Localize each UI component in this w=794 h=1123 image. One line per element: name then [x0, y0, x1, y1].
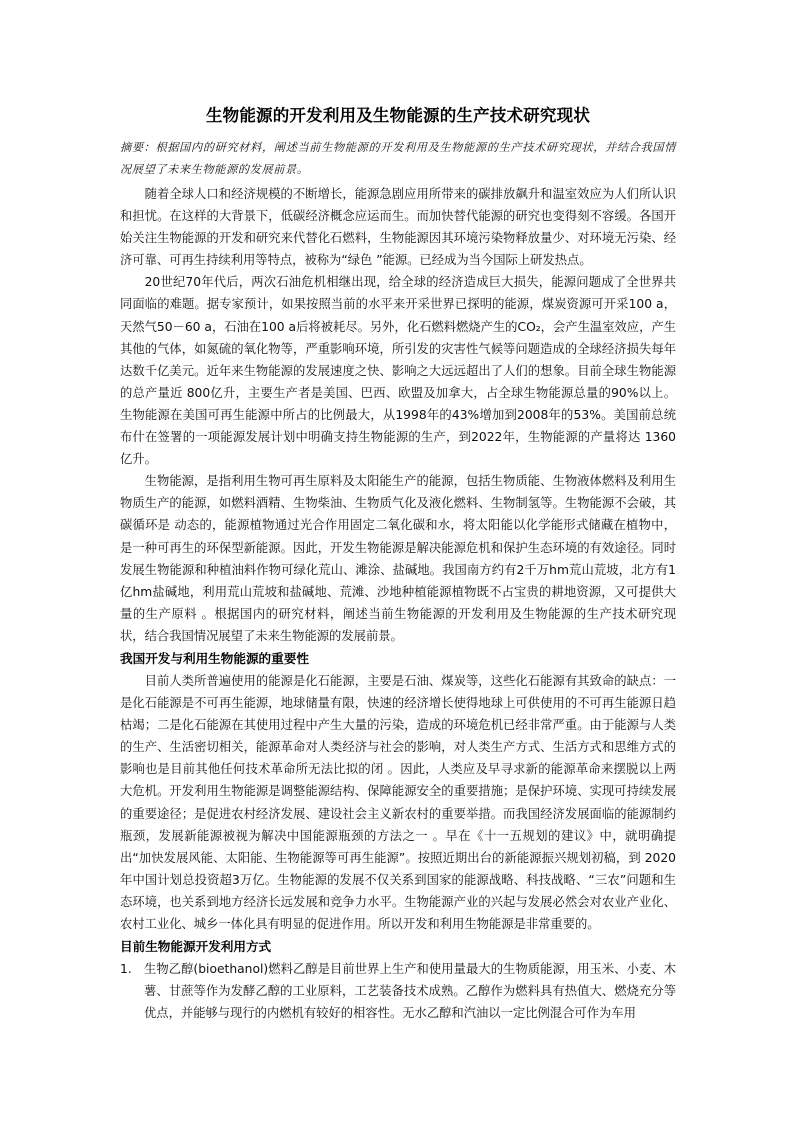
document-body	[120, 104, 676, 1024]
utilization-list	[120, 958, 676, 1024]
intro-paragraph-1: 随着全球人口和经济规模的不断增长，能源急剧应用所带来的碳排放飙升和温室效应为人们所认识和担忧。在这样的大背景下，低碳经济概念应运而生。而加快替代能源的研究也变得刻不容缓。各国开始关注生物能源的开发和研究来代替化石燃料，生物能源因其环境污染物释放量少、对环境无污染、经济可靠、可再生持续利用等特点，被称为“绿色 ”能源。已经成为当今国际上研发热点。	[120, 187, 676, 268]
document-title: 生物能源的开发利用及生物能源的生产技术研究现状	[205, 106, 591, 125]
importance-paragraph: 目前人类所普遍使用的能源是化石能源，主要是石油、煤炭等，这些化石能源有其致命的缺点：一是化石能源是不可再生能源，地球储量有限，快速的经济增长使得地球上可供使用的不可再生能源日趋枯竭；二是化石能源在其使用过程中产生大量的污染，造成的环境危机已经非常严重。由于能源与人类的生产、生活密切相关，能源革命对人类经济与社会的影响，对人类生产方式、生活方式和思维方式的影响也是目前其他任何技术革命所无法比拟的闭 。因此，人类应及早寻求新的能源革命来摆脱以上两大危机。开发利用生物能源是调整能源结构、保障能源安全的重要措施；是保护环境、实现可持续发展的重要途径；是促进农村经济发展、建设社会主义新农村的重要举措。而我国经济发展面临的能源制约瓶颈，发展新能源被视为解决中国能源瓶颈的方法之一 。早在《十一五规划的建议》中，就明确提出“加快发展风能、太阳能、生物能源等可再生能源”。按照近期出台的新能源振兴规划初稿，到 2020年中国计划总投资超3万亿。生物能源的发展不仅关系到国家的能源战略、科技战略、“三农”问题和生态环境，也关系到地方经济长远发展和竞争力水平。生物能源产业的兴起与发展必然会对农业产业化、农村工业化、城乡一体化具有明显的促进作用。所以开发和利用生物能源是非常重要的。	[120, 673, 676, 931]
intro-paragraph-2: 20世纪70年代后，两次石油危机相继出现，给全球的经济造成巨大损失，能源问题成了全世界共同面临的难题。据专家预计，如果按照当前的水平来开采世界已探明的能源，煤炭资源可开采100 a，天然气50－60 a，石油在100 a后将被耗尽。另外，化石燃料燃烧产生的CO₂，会产生温室效应，产生其他的气体，如氮硫的氧化物等，严重影响环境，所引发的灾害性气候等问题造成的全球经济损失每年达数千亿美元。近年来生物能源的发展速度之快、影响之大远远超出了人们的想象。目前全球生物能源的总产量近 800亿升，主要生产者是美国、巴西、欧盟及加拿大，占全球生物能源总量的90%以上。生物能源在美国可再生能源中所占的比例最大，从1998年的43%增加到2008年的53%。美国前总统布什在签署的一项能源发展计划中明确支持生物能源的生产，到2022年，生物能源的产量将达 1360亿升。	[120, 275, 676, 467]
list-item-text: 生物乙醇(bioethanol)燃料乙醇是目前世界上生产和使用量最大的生物质能源，用玉米、小麦、木薯、甘蔗等作为发酵乙醇的工业原料，工艺装备技术成熟。乙醇作为燃料具有热值大、燃烧充分等优点，并能够与现行的内燃机有较好的相容性。无水乙醇和汽油以一定比例混合可作为车用	[144, 962, 676, 1021]
section-heading-importance: 我国开发与利用生物能源的重要性	[120, 650, 309, 666]
intro-paragraph-3: 生物能源，是指利用生物可再生原料及太阳能生产的能源，包括生物质能、生物液体燃料及利用生物质生产的能源，如燃料酒精、生物柴油、生物质气化及液化燃料、生物制氢等。生物能源不会破，其碳循环是 动态的，能源植物通过光合作用固定二氧化碳和水，将太阳能以化学能形式储藏在植物中，是一种可再生的环保型新能源。因此，开发生物能源是解决能源危机和保护生态环境的有效途径。同时发展生物能源和种植油料作物可绿化荒山、滩涂、盐碱地。我国南方约有2千万hm荒山荒坡，北方有1亿hm盐碱地，利用荒山荒坡和盐碱地、荒滩、沙地种植能源植物既不占宝贵的耕地资源，又可提供大量的生产原料 。根据国内的研究材料，阐述当前生物能源的开发利用及生物能源的生产技术研究现状，结合我国情况展望了未来生物能源的发展前景。	[120, 474, 676, 643]
abstract: 摘要：根据国内的研究材料，阐述当前生物能源的开发利用及生物能源的生产技术研究现状，并结合我国情况展望了未来生物能源的发展前景。	[120, 141, 676, 176]
section-heading-utilization: 目前生物能源开发利用方式	[120, 939, 272, 955]
list-item-number: 1.	[120, 962, 132, 977]
list-item	[120, 958, 676, 1024]
